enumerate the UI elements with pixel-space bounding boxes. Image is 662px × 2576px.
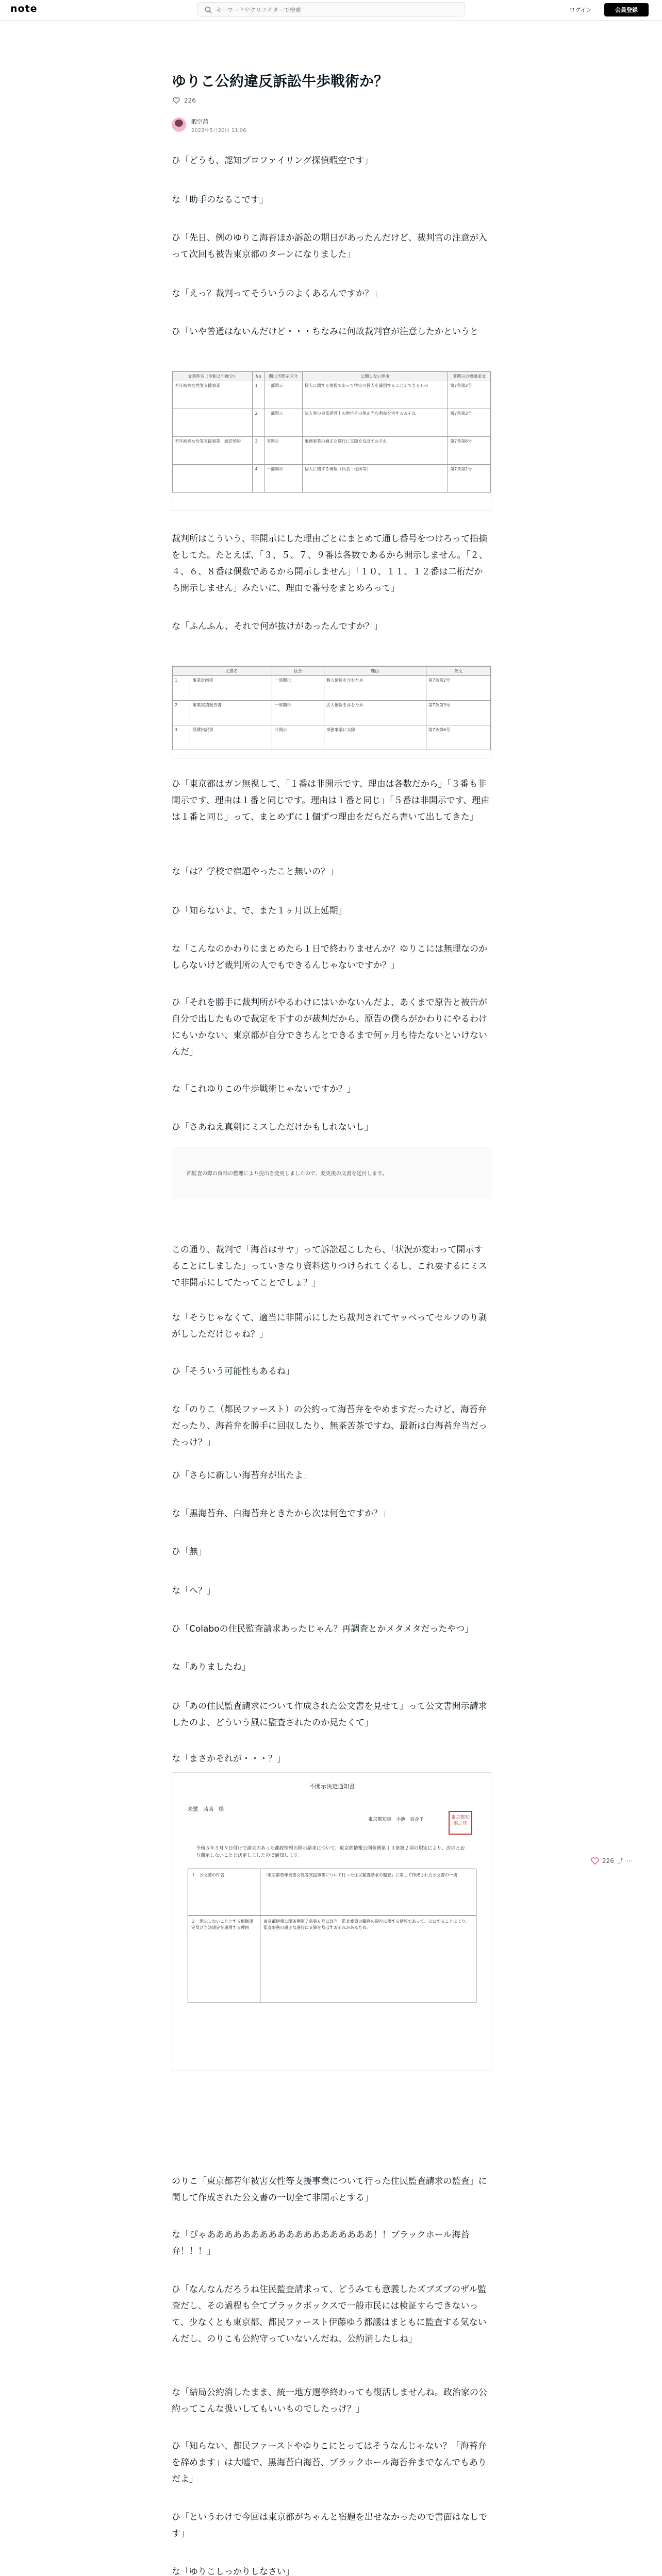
table-cell: 1 (253, 381, 264, 409)
paragraph: な「ふんふん、それで何が抜けがあったんですか？」 (172, 621, 383, 632)
paragraph: な「結局公約消したまま、統一地方選挙終わっても復活しませんね。政治家の公約ってこんな扱いしてもいいものでしたっけ？」 (172, 2387, 487, 2414)
table-cell: 第7条第3号 (448, 409, 491, 437)
table-cell: 3 (173, 725, 190, 750)
table-cell: 経費内訳書 (190, 725, 272, 750)
paragraph: な「そうじゃなくて、適当に非開示にしたら裁判されてヤッベってセルフのり剥がししただけじゃね？」 (172, 1313, 487, 1340)
paragraph: ひ「なんなんだろうね住民監査請求って、どうみても意義したズブズブのザル監査だし、その過程も全てブラックボックスで一般市民には検証すらできないって、少なくとも東京都、都民ファースト伊藤ゆう都議はまともに監査する気ないんだし、のりこも公約守っていないんだね、公約消したしね」 (172, 2284, 487, 2344)
disclosure-table-image-2 (172, 666, 491, 758)
register-button[interactable]: 会員登録 (604, 3, 649, 16)
paragraph: 裁判所はこういう、非開示にした理由ごとにまとめて通し番号をつけろって指摘をしてた。たとえば、「３、５、７、９番は各数であるから開示しません。「２、４、６、８番は偶数であるから開示しません」「１０、１１、１２番は二桁だから開示しません」みたいに、理由で番号をまとめろって」 (172, 534, 488, 594)
table-cell: 一部開示 (264, 381, 303, 409)
table-cell (173, 465, 253, 493)
share-icon[interactable]: ⤴ (617, 1857, 623, 1865)
disclosure-table-1 (172, 371, 491, 493)
article-title: ゆりこ公約違反訴訟牛歩戦術か？ (172, 73, 389, 90)
heart-icon (591, 1857, 599, 1865)
non-disclosure-letter-image (172, 1772, 491, 2071)
paragraph: な「ゆりこしっかりしなさい」 (172, 2567, 294, 2576)
table-cell: 一部開示 (264, 409, 303, 437)
table-cell: 一部開示 (264, 465, 303, 493)
login-button[interactable]: ログイン (562, 3, 599, 16)
paragraph: ひ「東京都はガン無視して、「１番は非開示です、理由は各数だから」「３番も非開示です、理由は１番と同じです。理由は１番と同じ」「５番は非開示です、理由は１番と同じ」って、まとめずに１個ずつ理由をだらだら書いて出してきた」 (172, 779, 490, 822)
paragraph: ひ「Colaboの住民監査請求あったじゃん？再調査とかメタメタだったやつ」 (172, 1624, 474, 1634)
table-cell: 第7条第3号 (426, 701, 490, 725)
table-header (173, 667, 190, 676)
table-cell: 個人に関する情報（氏名・住所等） (302, 465, 448, 493)
paragraph: な「これゆりこの牛歩戦術じゃないですか？」 (172, 1084, 356, 1094)
disclosure-table-image-1 (172, 371, 491, 511)
table-cell: 事務事業の適正な遂行に支障を及ぼすおそれ (302, 437, 448, 465)
letter-cell: １ 公文書の件名 (188, 1869, 260, 1916)
table-cell: 事務事業に支障 (324, 725, 426, 750)
letter-cell: 東京都情報公開条例第７条第６号に該当 監査委員の職務の遂行に関する情報であって、公にすることにより、監査事務の適正な遂行に支障を及ぼすおそれがあるため。 (260, 1916, 476, 2003)
table-header: 非開示の根拠条文 (448, 372, 491, 381)
table-cell: 若年被害女性等支援事業 (173, 381, 253, 409)
official-seal: 東京都知事之印 (449, 1811, 472, 1835)
disclosure-table-2 (172, 666, 491, 750)
letter-title: 不開示決定通知書 (309, 1783, 355, 1790)
paragraph: ひ「あの住民監査請求について作成された公文書を見せて」って公文書開示請求したのよ、どういう風に監査されたのか見たくて」 (172, 1701, 487, 1728)
paragraph: ひ「先日、例のゆりこ海苔ほか訴訟の期日があったんだけど、裁判官の注意が入って次回も被告東京都のターンになりました」 (172, 233, 487, 260)
table-cell: 第7条第6号 (426, 725, 490, 750)
paragraph: ひ「知らない、都民ファーストやゆりこにとってはそうなんじゃない？「海苔弁を辞めます」は大嘘で、黒海苔白海苔、ブラックホール海苔弁までなんでもありだよ」 (172, 2441, 487, 2484)
paragraph: ひ「さらに新しい海苔弁が出たよ」 (172, 1470, 312, 1481)
table-cell: 1 (173, 676, 190, 701)
paragraph: な「助手のなるこです」 (172, 195, 268, 205)
letter-cell: ２ 開示しないこととする根拠規定及び当該規定を適用する理由 (188, 1916, 260, 2003)
table-cell: 若年被害女性等支援事業 委託契約 (173, 437, 253, 465)
letter-cell: 「東京都若年被害女性等支援事業について行った住民監査請求の監査」に関して作成された公文書の一切 (260, 1869, 476, 1916)
letter-recipient: 朱鷺 茜茜 様 (188, 1807, 224, 1812)
search-icon (205, 6, 212, 13)
paragraph: ひ「いや普通はないんだけど・・・ちなみに何故裁判官が注意したかというと (172, 327, 478, 337)
notice-text: 都監査の際の資料の整理により提出を変更しましたので、変更後の文書を送付します。 (187, 1171, 387, 1177)
table-cell: 一部開示 (272, 701, 324, 725)
table-cell: 個人情報を含むため (324, 676, 426, 701)
notice-image (172, 1147, 491, 1198)
table-header: 文書件名（令和２年度分） (173, 372, 253, 381)
table-cell: 事業実績報告書 (190, 701, 272, 725)
table-cell: 非開示 (272, 725, 324, 750)
paragraph: な「ぴゃあああああああああああああああああああ！！ブラックホール海苔弁！！！」 (172, 2230, 470, 2257)
search-box[interactable] (197, 2, 465, 16)
paragraph: な「こんなのかわりにまとめたら１日で終わりませんか？ゆりこには無理なのかしらないけど裁判所の人でもできるんじゃないですか？」 (172, 944, 487, 971)
paragraph: な「まさかそれが・・・？」 (172, 1754, 286, 1764)
table-cell: 第7条第2号 (448, 381, 491, 409)
publish-date: 2023年5月30日 11:06 (191, 128, 246, 133)
table-cell: 一部開示 (272, 676, 324, 701)
table-header: 条文 (426, 667, 490, 676)
paragraph: のりこ「東京都若年被害女性等支援事業について行った住民監査請求の監査」に関して作成された公文書の一切全て非開示とする」 (172, 2176, 487, 2203)
table-header: 理由 (324, 667, 426, 676)
heart-icon (173, 97, 180, 104)
table-cell (173, 409, 253, 437)
more-options-icon[interactable]: ⋯ (626, 1857, 633, 1865)
note-logo[interactable]: note (10, 3, 38, 14)
author-avatar[interactable] (172, 117, 186, 132)
table-cell: 事業計画書 (190, 676, 272, 701)
table-cell: 第7条第2号 (426, 676, 490, 701)
table-cell: 個人に関する情報であって特定の個人を識別することができるもの (302, 381, 448, 409)
like-count: 226 (184, 97, 196, 104)
paragraph: な「は？学校で宿題やったこと無いの？」 (172, 867, 338, 877)
paragraph: ひ「どうも、認知プロファイリング探偵暇空です」 (172, 156, 373, 166)
table-cell: 3 (253, 437, 264, 465)
author-name[interactable]: 暇空茜 (191, 118, 208, 125)
table-cell: 2 (173, 701, 190, 725)
paragraph: ひ「さあねえ真剣にミスしただけかもしれないし」 (172, 1122, 373, 1132)
table-cell: 第7条第6号 (448, 437, 491, 465)
paragraph: ひ「知らないよ、で、また１ヶ月以上延期」 (172, 906, 347, 916)
table-cell: 法人情報を含むため (324, 701, 426, 725)
table-header: No (253, 372, 264, 381)
table-cell: 2 (253, 409, 264, 437)
paragraph: この通り、裁判で「海苔はサヤ」って訴訟起こしたら、「状況が変わって開示することにしました」っていきなり資料送りつけられてくるし、これ要するにミスで非開示にしてたってことでしょ？」 (172, 1245, 487, 1288)
table-cell: 第7条第2号 (448, 465, 491, 493)
search-input[interactable] (216, 5, 458, 15)
letter-table (188, 1869, 476, 2003)
table-cell: 4 (253, 465, 264, 493)
paragraph: な「のりこ（都民ファースト）の公約って海苔弁をやめますだったけど、海苔弁だったり、海苔弁を勝手に回収したり、無茶苦茶ですね、最新は白海苔弁当だったっけ？」 (172, 1404, 487, 1448)
paragraph: ひ「それを勝手に裁判所がやるわけにはいかないんだよ、あくまで原告と被告が自分で出したもので裁定を下すのが裁判だから、原告の僕らがかわりにやるわけにもいかない、東京都が自分できちんとできるまで何ヶ月も待たないといけないんだ」 (172, 997, 487, 1057)
floating-like[interactable] (591, 1856, 633, 1865)
table-header: 開示不開示区分 (264, 372, 303, 381)
paragraph: な「黒海苔弁、白海苔弁ときたから次は何色ですか？」 (172, 1509, 391, 1519)
letter-sender: 東京都知事 小池 百合子 (368, 1817, 424, 1822)
paragraph: な「へ？」 (172, 1586, 216, 1596)
table-cell: 非開示 (264, 437, 303, 465)
paragraph: ひ「というわけで今回は東京都がちゃんと宿題を出せなかったので書面はなしです」 (172, 2512, 487, 2539)
paragraph: ひ「無」 (172, 1547, 207, 1557)
article-like-count[interactable] (173, 97, 196, 104)
paragraph: な「ありましたね」 (172, 1662, 251, 1672)
paragraph: ひ「そういう可能性もあるね」 (172, 1366, 294, 1377)
table-header: 文書名 (190, 667, 272, 676)
table-header: 公開しない理由 (302, 372, 448, 381)
table-header: 区分 (272, 667, 324, 676)
top-header (0, 0, 662, 21)
letter-body: 令和５年５月９日付けで請求のあった都政情報の開示請求について、東京都情報公開条例第１３条第２項の規定により、次のとおり開示しないことと決定しましたので通知します。 (196, 1846, 465, 1858)
paragraph: な「えっ？裁判ってそういうのよくあるんですか？」 (172, 289, 382, 299)
table-cell: 法人等の事業運営上の地位その他正当な利益を害するおそれ (302, 409, 448, 437)
floating-like-count: 226 (602, 1857, 614, 1865)
